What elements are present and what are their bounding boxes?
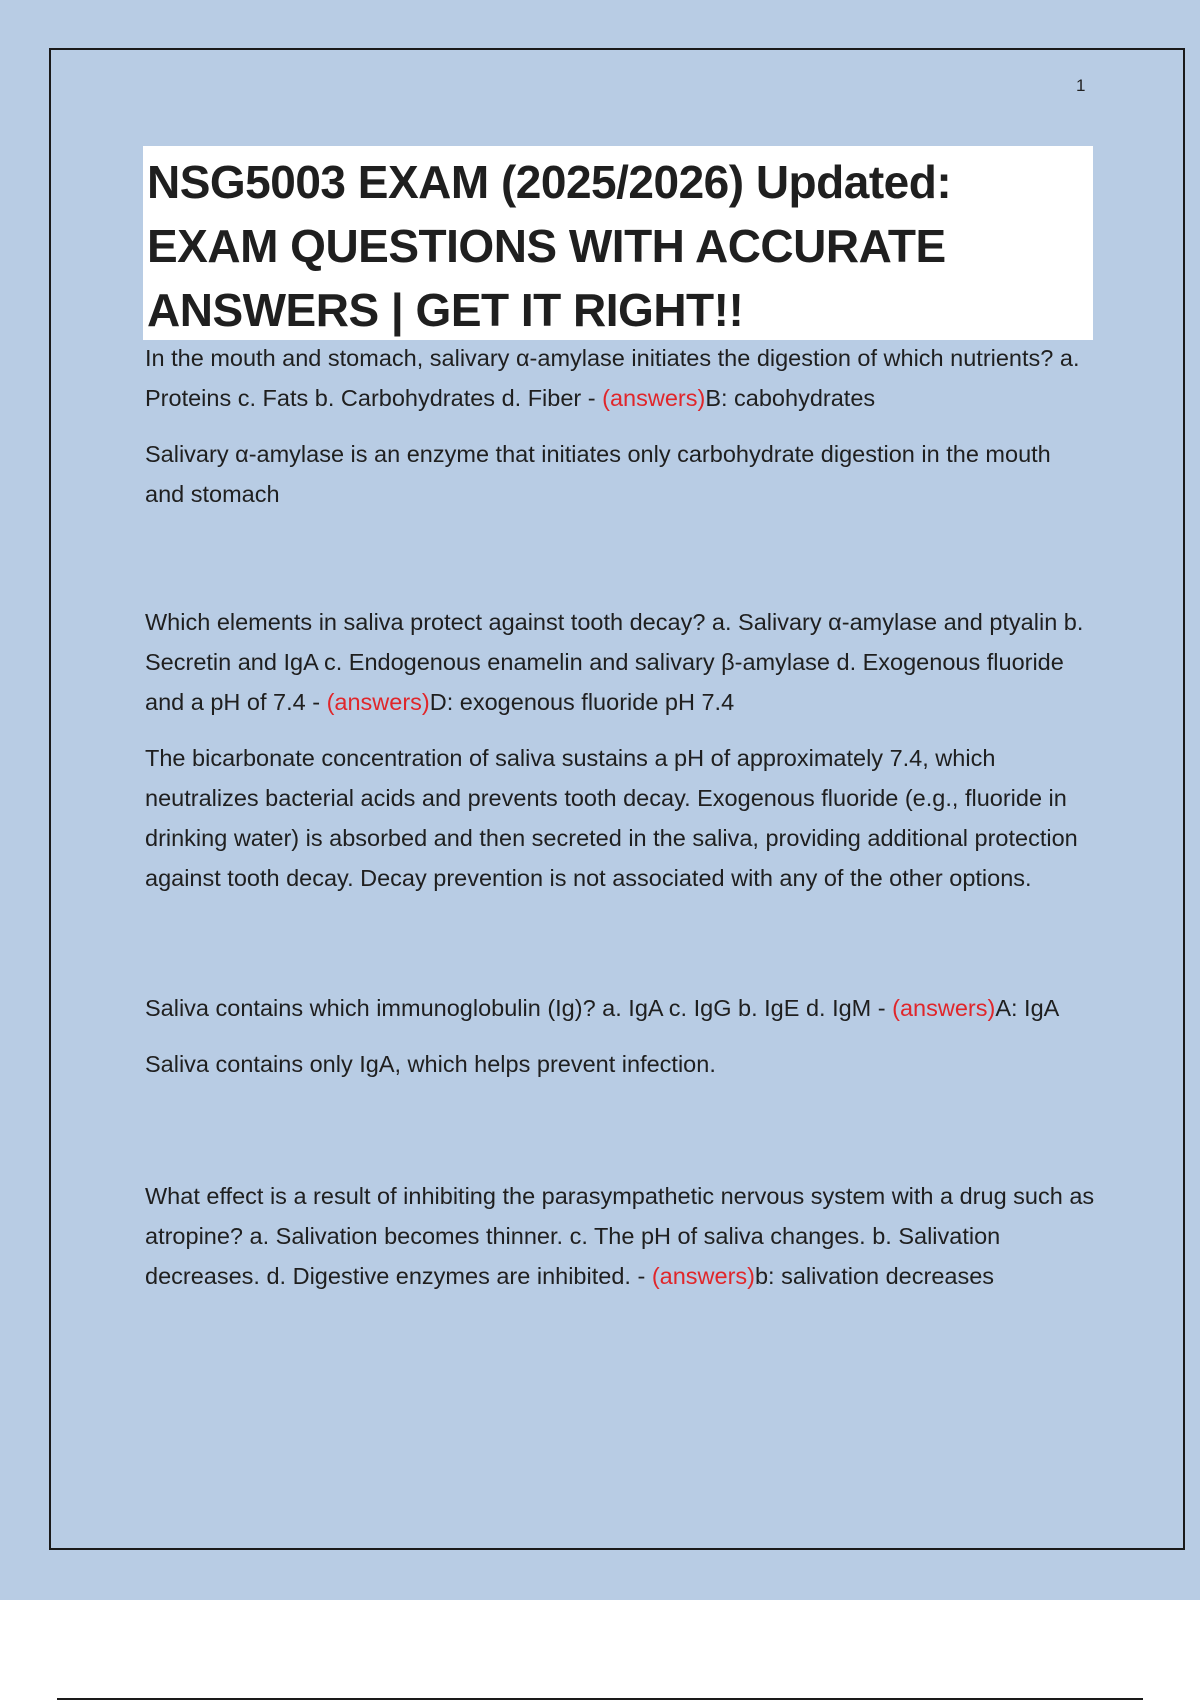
spacer bbox=[145, 514, 1095, 602]
answer-text: D: exogenous fluoride pH 7.4 bbox=[429, 689, 735, 715]
question-body: Which elements in saliva protect against tooth decay? a. Salivary α-amylase and ptyalin b. Secretin and IgA c. Endogenous enamelin and salivary β-amylase d. Exogenous fluoride and a pH of 7.4 - bbox=[145, 609, 1084, 715]
explanation-text: Saliva contains only IgA, which helps prevent infection. bbox=[145, 1051, 716, 1077]
answer-tag: (answers) bbox=[651, 1263, 755, 1289]
qa-item-4 bbox=[145, 1176, 1095, 1296]
qa-item-2 bbox=[145, 602, 1095, 898]
answer-tag: (answers) bbox=[602, 385, 706, 411]
explanation-text: Salivary α-amylase is an enzyme that initiates only carbohydrate digestion in the mouth and stomach bbox=[145, 441, 1051, 507]
answer-text: B: cabohydrates bbox=[705, 385, 876, 411]
document-content bbox=[145, 338, 1095, 1296]
title-box bbox=[143, 146, 1093, 340]
spacer bbox=[145, 1084, 1095, 1176]
answer-tag: (answers) bbox=[892, 995, 996, 1021]
question-body: In the mouth and stomach, salivary α-amylase initiates the digestion of which nutrients? a. Proteins c. Fats b. Carbohydrates d. Fiber - bbox=[145, 345, 1080, 411]
question-text bbox=[145, 602, 1095, 722]
question-text bbox=[145, 1176, 1095, 1296]
answer-text: A: IgA bbox=[995, 995, 1060, 1021]
document-title: NSG5003 EXAM (2025/2026) Updated: EXAM QUESTIONS WITH ACCURATE ANSWERS | GET IT RIGHT!! bbox=[147, 156, 952, 336]
explanation-text: The bicarbonate concentration of saliva sustains a pH of approximately 7.4, which neutralizes bacterial acids and prevents tooth decay. Exogenous fluoride (e.g., fluoride in drinking water) is absorbed and then secreted in the saliva, providing additional protection against tooth decay. Decay prevention is not associated with any of the other options. bbox=[145, 745, 1078, 891]
spacer bbox=[145, 898, 1095, 988]
qa-item-3 bbox=[145, 988, 1095, 1084]
answer-tag: (answers) bbox=[326, 689, 430, 715]
page-number: 1 bbox=[1076, 76, 1086, 95]
answer-text: b: salivation decreases bbox=[754, 1263, 995, 1289]
question-text bbox=[145, 988, 1095, 1028]
question-body: Saliva contains which immunoglobulin (Ig)? a. IgA c. IgG b. IgE d. IgM - bbox=[145, 995, 893, 1021]
qa-item-1 bbox=[145, 338, 1095, 514]
question-body: What effect is a result of inhibiting the parasympathetic nervous system with a drug such as atropine? a. Salivation becomes thinner. c. The pH of saliva changes. b. Salivation decreases. d. Digestive enzymes are inhibited. - bbox=[145, 1183, 1095, 1289]
question-text bbox=[145, 338, 1095, 418]
